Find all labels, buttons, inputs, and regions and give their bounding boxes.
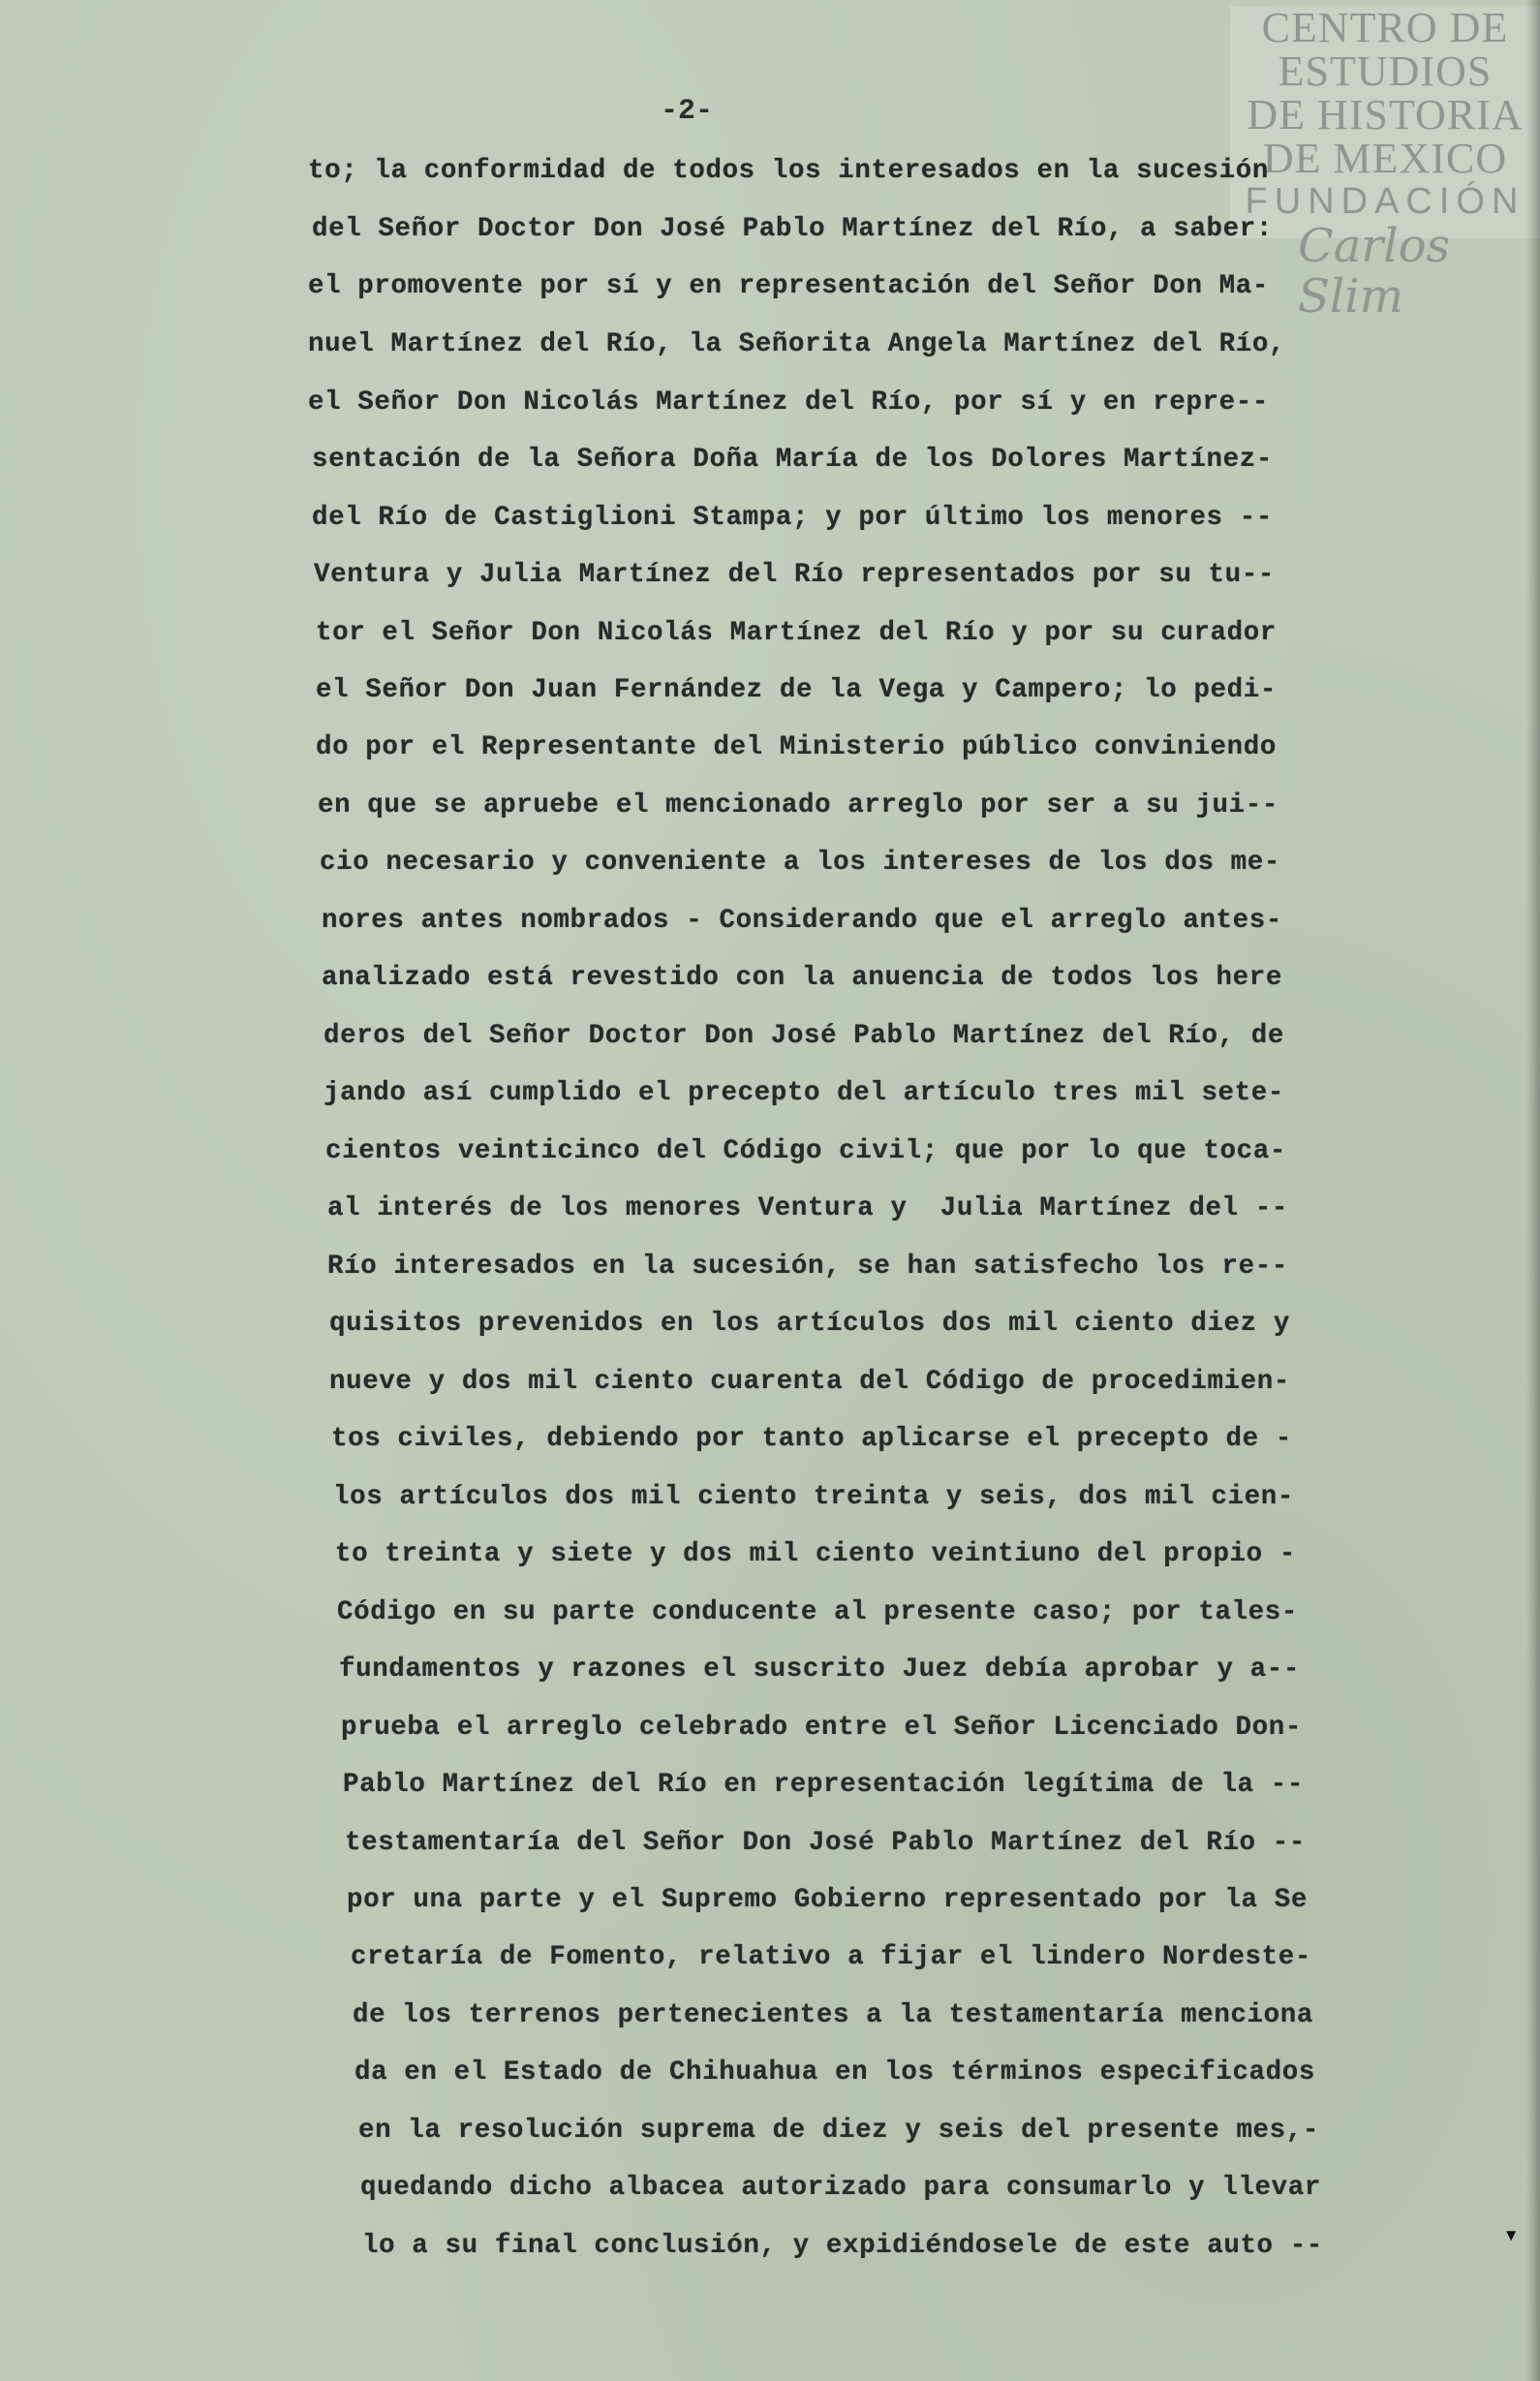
archive-watermark [1230, 4, 1540, 324]
text-line: jando así cumplido el precepto del artículo tres mil sete- [323, 1078, 1284, 1108]
text-line: prueba el arreglo celebrado entre el Señor Licenciado Don- [341, 1713, 1302, 1743]
watermark-line-3: DE HISTORIA [1247, 91, 1524, 139]
text-line: to; la conformidad de todos los interesados en la sucesión [308, 156, 1269, 186]
text-line: al interés de los menores Ventura y Julia Martínez del -- [327, 1193, 1288, 1223]
text-line: do por el Representante del Ministerio público conviniendo [316, 732, 1277, 762]
text-line: tor el Señor Don Nicolás Martínez del Río y por su curador [316, 618, 1277, 648]
text-line: el promovente por sí y en representación del Señor Don Ma- [308, 271, 1269, 301]
watermark-foundation: FUNDACIÓN [1245, 181, 1525, 222]
page-number: -2- [661, 95, 714, 128]
text-line: en que se apruebe el mencionado arreglo por ser a su jui-- [318, 790, 1278, 820]
text-line: Ventura y Julia Martínez del Río representados por su tu-- [314, 560, 1275, 590]
watermark-signature: Carlos Slim [1298, 219, 1451, 324]
text-line: Pablo Martínez del Río en representación legítima de la -- [343, 1770, 1304, 1800]
text-line: nores antes nombrados - Considerando que el arreglo antes- [322, 906, 1282, 936]
text-line: deros del Señor Doctor Don José Pablo Martínez del Río, de [323, 1021, 1284, 1051]
text-line: testamentaría del Señor Don José Pablo Martínez del Río -- [345, 1828, 1306, 1858]
text-line: de los terrenos pertenecientes a la testamentaría menciona [353, 2000, 1313, 2030]
text-line: lo a su final conclusión, y expidiéndosele de este auto -- [362, 2231, 1323, 2261]
text-line: el Señor Don Juan Fernández de la Vega y Campero; lo pedi- [316, 675, 1277, 705]
watermark-line-1: CENTRO DE [1261, 4, 1509, 51]
text-line: cretaría de Fomento, relativo a fijar el lindero Nordeste- [351, 1942, 1311, 1972]
text-line: tos civiles, debiendo por tanto aplicarse el precepto de - [331, 1424, 1292, 1454]
text-line: los artículos dos mil ciento treinta y seis, dos mil cien- [333, 1482, 1294, 1512]
text-line: el Señor Don Nicolás Martínez del Río, por sí y en repre-- [308, 387, 1269, 417]
text-line: quedando dicho albacea autorizado para consumarlo y llevar [360, 2173, 1321, 2203]
text-line: Código en su parte conducente al presente caso; por tales- [337, 1597, 1298, 1627]
text-line: cientos veinticinco del Código civil; que por lo que toca- [325, 1136, 1286, 1166]
text-line: cio necesario y conveniente a los intereses de los dos me- [320, 848, 1280, 878]
watermark-line-2: ESTUDIOS [1278, 47, 1493, 95]
text-line: en la resolución suprema de diez y seis del presente mes,- [358, 2116, 1319, 2146]
text-line: por una parte y el Supremo Gobierno representado por la Se [347, 1885, 1308, 1915]
text-line: to treinta y siete y dos mil ciento veintiuno del propio - [335, 1539, 1296, 1569]
watermark-line-4: DE MEXICO [1262, 135, 1508, 182]
text-line: nueve y dos mil ciento cuarenta del Código de procedimien- [329, 1367, 1290, 1397]
text-line: quisitos prevenidos en los artículos dos mil ciento diez y [329, 1309, 1290, 1339]
text-line: del Señor Doctor Don José Pablo Martínez del Río, a saber: [312, 214, 1273, 244]
margin-ink-mark-icon: ▾ [1503, 2221, 1519, 2250]
text-line: da en el Estado de Chihuahua en los términos especificados [354, 2057, 1315, 2087]
text-line: Río interesados en la sucesión, se han satisfecho los re-- [327, 1252, 1288, 1282]
text-line: del Río de Castiglioni Stampa; y por último los menores -- [312, 503, 1273, 533]
text-line: nuel Martínez del Río, la Señorita Angela Martínez del Río, [308, 329, 1286, 359]
text-line: fundamentos y razones el suscrito Juez debía aprobar y a-- [339, 1654, 1300, 1685]
page-edge-shadow [1526, 0, 1540, 2381]
text-line: analizado está revestido con la anuencia de todos los here [322, 963, 1282, 993]
text-line: sentación de la Señora Doña María de los Dolores Martínez- [312, 445, 1273, 475]
